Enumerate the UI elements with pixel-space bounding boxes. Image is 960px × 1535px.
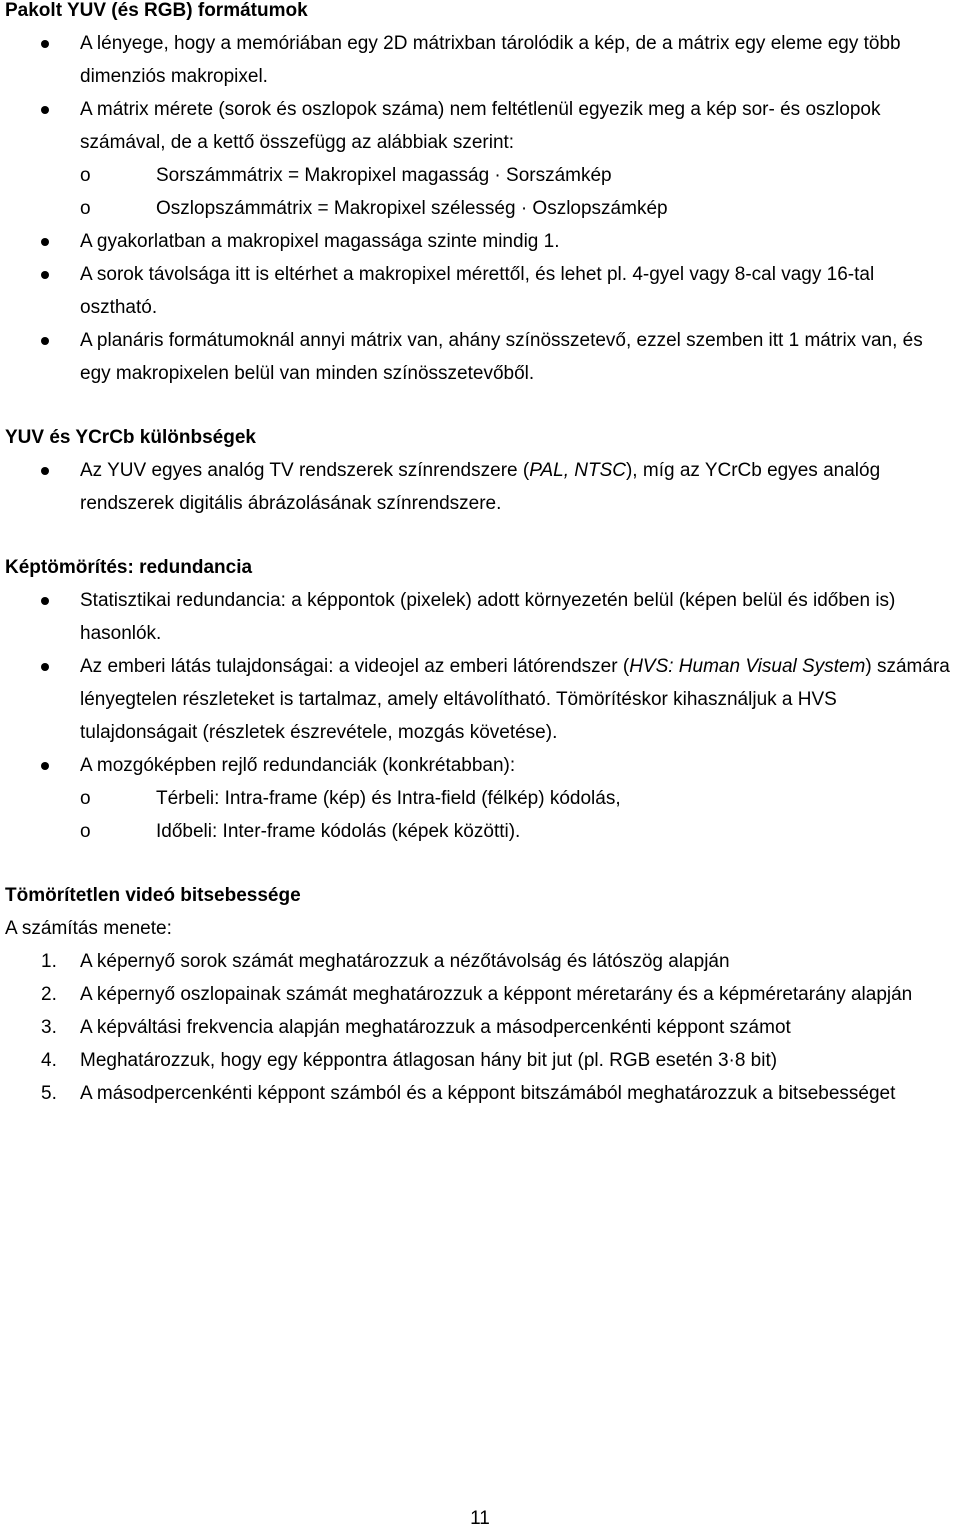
sub-text: Térbeli: Intra-frame (kép) és Intra-field (félkép) kódolás,: [156, 788, 621, 809]
bitrate-intro: A számítás menete:: [5, 918, 172, 939]
bullet-item: A planáris formátumoknál annyi mátrix van, ahány színösszetevő, ezzel szemben itt 1 mátrix van, és egy makropixelen belül van minden színösszetevőből.: [5, 324, 955, 390]
formula-cols: Oszlopszámmátrix = Makropixel szélesség · Oszlopszámkép: [156, 198, 668, 219]
yuv-ycrcb-bullets: [5, 454, 955, 520]
sub-bullet-marker: o: [80, 165, 91, 186]
sub-list: [80, 159, 955, 225]
bullet-text: A mátrix mérete (sorok és oszlopok száma) nem feltétlenül egyezik meg a kép sor- és oszlopok számával, de a kettő összefügg az alábbiak szerint:: [80, 99, 881, 153]
page-number: 11: [470, 1508, 490, 1529]
sub-item: [80, 192, 955, 225]
sub-bullet-marker: o: [80, 788, 91, 809]
italic-run: HVS: Human Visual System: [629, 656, 866, 677]
bullet-item: [5, 454, 955, 520]
section-title-bitrate: Tömörítetlen videó bitsebessége: [5, 885, 301, 906]
bullet-item: A gyakorlatban a makropixel magassága szinte mindig 1.: [5, 225, 955, 258]
sub-item: [80, 815, 955, 848]
sub-bullet-marker: o: [80, 198, 91, 219]
text-run: Az YUV egyes analóg TV rendszerek színrendszere (: [80, 460, 530, 481]
text-run: Az emberi látás tulajdonságai: a videojel az emberi látórendszer (: [80, 656, 630, 677]
packed-yuv-bullets: [5, 27, 955, 390]
section-title-yuv-ycrcb: YUV és YCrCb különbségek: [5, 427, 256, 448]
section-title-redundancy: Képtömörítés: redundancia: [5, 557, 253, 578]
item-number: 1.: [41, 951, 57, 972]
bullet-text: A mozgóképben rejlő redundanciák (konkrétabban):: [80, 755, 516, 776]
bitrate-steps: [5, 945, 955, 1110]
numbered-item: [5, 1044, 955, 1077]
bullet-item: [5, 93, 955, 225]
item-text: A képernyő oszlopainak számát meghatározzuk a képpont méretarány és a képméretarány alapján: [80, 984, 913, 1005]
document-page: [5, 0, 955, 1110]
section-title-packed-yuv: Pakolt YUV (és RGB) formátumok: [5, 0, 308, 21]
bullet-item: A sorok távolsága itt is eltérhet a makropixel mérettől, és lehet pl. 4-gyel vagy 8-cal vagy 16-tal osztható.: [5, 258, 955, 324]
bullet-item: A lényege, hogy a memóriában egy 2D mátrixban tárolódik a kép, de a mátrix egy eleme egy több dimenziós makropixel.: [5, 27, 955, 93]
sub-item: [80, 782, 955, 815]
text-run: ) számára lényegtelen részleteket is tartalmaz, amely eltávolítható. Tömörítéskor kihasználjuk a HVS tulajdonságait (részletek észrevétele, mozgás követése).: [80, 656, 950, 743]
bullet-item: Statisztikai redundancia: a képpontok (pixelek) adott környezetén belül (képen belül és időben is) hasonlók.: [5, 584, 955, 650]
item-text: Meghatározzuk, hogy egy képpontra átlagosan hány bit jut (pl. RGB esetén 3·8 bit): [80, 1050, 778, 1071]
italic-run: PAL, NTSC: [529, 460, 626, 481]
sub-text: Időbeli: Inter-frame kódolás (képek közötti).: [156, 821, 521, 842]
item-text: A másodpercenkénti képpont számból és a képpont bitszámából meghatározzuk a bitsebességet: [80, 1083, 896, 1104]
redundancy-bullets: [5, 584, 955, 848]
text-run: ), míg az YCrCb egyes analóg rendszerek digitális ábrázolásának színrendszere.: [80, 460, 881, 514]
item-text: A képernyő sorok számát meghatározzuk a nézőtávolság és látószög alapján: [80, 951, 730, 972]
sub-bullet-marker: o: [80, 821, 91, 842]
item-number: 3.: [41, 1017, 57, 1038]
item-number: 2.: [41, 984, 57, 1005]
item-number: 5.: [41, 1083, 57, 1104]
bullet-item: [5, 749, 955, 848]
numbered-item: [5, 945, 955, 978]
item-text: A képváltási frekvencia alapján meghatározzuk a másodpercenkénti képpont számot: [80, 1017, 791, 1038]
sub-item: [80, 159, 955, 192]
numbered-item: [5, 1011, 955, 1044]
numbered-item: [5, 978, 955, 1011]
item-number: 4.: [41, 1050, 57, 1071]
numbered-item: [5, 1077, 955, 1110]
formula-rows: Sorszámmátrix = Makropixel magasság · Sorszámkép: [156, 165, 612, 186]
sub-list: [80, 782, 955, 848]
bullet-item: [5, 650, 955, 749]
